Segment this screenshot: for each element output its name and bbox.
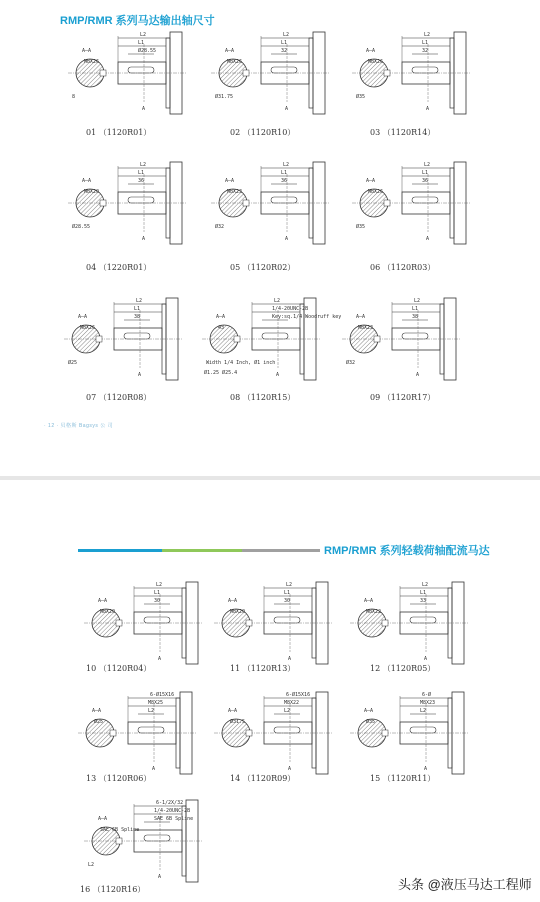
watermark: 头条 @液压马达工程师 [398,877,532,892]
figure-caption: 12 （1120R05） [370,664,436,673]
section-marker: A [285,106,289,112]
section-label: A–A [82,48,92,54]
section-marker: A [424,766,428,772]
figure-caption: 02 （1120R10） [230,128,296,137]
section-marker: A [142,106,146,112]
figure-caption: 09 （1120R17） [370,393,436,402]
section-label: A–A [364,708,374,714]
dimension-label: L2 [420,708,427,714]
dimension-label: SAE 6B Spline [154,816,194,822]
section-marker: A [152,766,156,772]
dimension-label: L2 [284,708,291,714]
dimension-label: L1 [154,590,161,596]
dimension-label: SAE 6B Spline [100,827,140,833]
figure-caption: 05 （1120R02） [230,263,296,272]
dimension-label: M8X26 [80,325,96,331]
dimension-label: Ø25 [68,360,78,366]
dimension-label: 43 [218,325,225,331]
dimension-label: M8X20 [230,609,246,615]
section-marker: A [416,372,420,378]
section-label: A–A [98,598,108,604]
figure-caption: 16 （1120R16） [80,885,146,894]
dimension-label: L2 [140,162,147,168]
dimension-label: L1 [284,590,291,596]
dimension-label: Ø31.5 [230,719,246,725]
dimension-label: M8X25 [148,700,164,706]
shaft-drawing [346,160,474,248]
dimension-label: Ø35 [356,224,366,230]
dimension-label: L2 [286,582,293,588]
dimension-label: M8X26 [84,59,100,65]
dimension-label: L1 [420,590,427,596]
section-marker: A [288,766,292,772]
dimension-label: 36 [138,178,145,184]
section-marker: A [276,372,280,378]
section-marker: A [426,106,430,112]
dimension-label: 32 [422,48,429,54]
accent-bar-blue [78,549,162,552]
dimension-label: 1/4-20UNC-2B [272,306,309,312]
dimension-label: Ø35 [356,94,366,100]
accent-bar-gray [242,549,320,552]
accent-bar-green [162,549,242,552]
shaft-drawing [344,580,472,668]
shaft-drawing [205,30,333,118]
section-marker: A [138,372,142,378]
figure-caption: 11 （1120R13） [230,664,296,673]
dimension-label: M8X22 [366,609,382,615]
section-label: A–A [78,314,88,320]
shaft-drawing [336,296,464,384]
section-marker: A [285,236,289,242]
figure-caption: 14 （1120R09） [230,774,296,783]
figure-caption: 04 （1220R01） [86,263,152,272]
dimension-label: M8X23 [358,325,374,331]
dimension-label: L1 [134,306,141,312]
figure-caption: 01 （1120R01） [86,128,152,137]
section-marker: A [426,236,430,242]
dimension-label: Ø35 [366,719,376,725]
dimension-label: L2 [283,32,290,38]
dimension-label: 36 [281,178,288,184]
shaft-drawing [72,690,200,778]
section-label: A–A [225,178,235,184]
dimension-label: Ø25 [94,719,104,725]
dimension-label: M8X20 [100,609,116,615]
dimension-label: Ø32 [215,224,225,230]
shaft-drawing [205,160,333,248]
section-marker: A [158,656,162,662]
section-label: A–A [364,598,374,604]
section-marker: A [142,236,146,242]
dimension-label: 6-Ø [422,692,432,698]
dimension-label: L2 [136,298,143,304]
dimension-label: Ø32 [346,360,356,366]
dimension-label: L2 [156,582,163,588]
dimension-label: L2 [422,582,429,588]
shaft-drawing [78,580,206,668]
dimension-label: L2 [88,862,95,868]
dimension-label: Ø1.25 Ø25.4 [204,370,238,376]
dimension-label: M8X23 [227,189,243,195]
section-marker: A [424,656,428,662]
dimension-label: 6-Ø15X16 [150,692,175,698]
figure-caption: 15 （1120R11） [370,774,436,783]
dimension-label: 8 [72,94,76,100]
shaft-drawing [208,690,336,778]
dimension-label: L2 [424,32,431,38]
shaft-drawing [58,296,186,384]
section-label: A–A [82,178,92,184]
dimension-label: 38 [134,314,141,320]
dimension-label: Ø31.75 [215,94,234,100]
shaft-drawing [346,30,474,118]
shaft-drawing [78,798,206,886]
shaft-drawing [208,580,336,668]
shaft-drawing [62,160,190,248]
dimension-label: L2 [424,162,431,168]
dimension-label: Key:sq.1/4 Woodruff key [272,314,342,320]
dimension-label: M8X26 [227,59,243,65]
figure-caption: 03 （1120R14） [370,128,436,137]
section-label: A–A [98,816,108,822]
dimension-label: L2 [148,708,155,714]
page-separator [0,476,540,480]
dimension-label: 30 [154,598,161,604]
dimension-label: M8X26 [368,189,384,195]
figure-caption: 06 （1120R03） [370,263,436,272]
dimension-label: L1 [138,170,145,176]
dimension-label: 36 [422,178,429,184]
section-label: A–A [228,708,238,714]
dimension-label: 6-1/2X/32 [156,800,184,806]
dimension-label: 32 [281,48,288,54]
dimension-label: M8X22 [284,700,300,706]
dimension-label: L1 [138,40,145,46]
figure-caption: 10 （1120R04） [86,664,152,673]
page2-title: RMP/RMR 系列轻载荷轴配流马达 [324,545,490,557]
dimension-label: M8X20 [84,189,100,195]
figure-caption: 13 （1120R06） [86,774,152,783]
dimension-label: M8X23 [420,700,436,706]
section-label: A–A [92,708,102,714]
shaft-drawing [344,690,472,778]
section-label: A–A [356,314,366,320]
shaft-drawing [196,296,342,384]
section-label: A–A [228,598,238,604]
figure-caption: 07 （1120R08） [86,393,152,402]
shaft-drawing [62,30,190,118]
section-label: A–A [225,48,235,54]
dimension-label: 33 [420,598,427,604]
dimension-label: L2 [283,162,290,168]
section-marker: A [288,656,292,662]
dimension-label: L1 [281,40,288,46]
figure-caption: 08 （1120R15） [230,393,296,402]
page1-footer: · 12 · 贝格斯 Bagsys 公 司 [44,423,114,429]
dimension-label: 1/4-20UNC-2B [154,808,191,814]
dimension-label: L2 [274,298,281,304]
dimension-label: M8X26 [368,59,384,65]
dimension-label: L1 [422,40,429,46]
dimension-label: 6-Ø15X16 [286,692,311,698]
dimension-label: Width 1/4 Inch, Ø1 inch [206,360,276,366]
dimension-label: Ø28.55 [72,224,91,230]
dimension-label: L1 [281,170,288,176]
page1-title: RMP/RMR 系列马达输出轴尺寸 [60,15,215,27]
section-label: A–A [216,314,226,320]
dimension-label: L2 [414,298,421,304]
dimension-label: L1 [412,306,419,312]
section-label: A–A [366,178,376,184]
dimension-label: L2 [140,32,147,38]
dimension-label: 38 [412,314,419,320]
dimension-label: Ø28.55 [138,48,157,54]
section-marker: A [158,874,162,880]
dimension-label: L1 [422,170,429,176]
section-label: A–A [366,48,376,54]
dimension-label: 30 [284,598,291,604]
